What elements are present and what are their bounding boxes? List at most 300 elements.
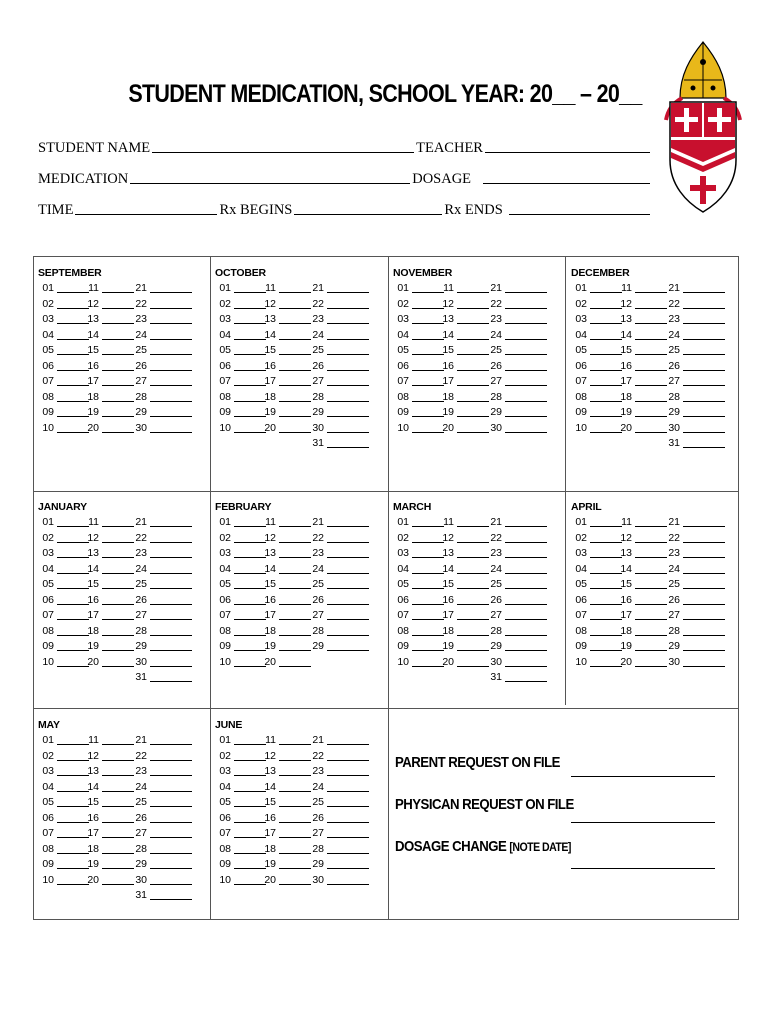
day-number: 12 <box>620 297 632 310</box>
day-entry-line[interactable] <box>102 619 134 620</box>
parent-request-field[interactable] <box>571 776 715 777</box>
dosage-change-text: DOSAGE CHANGE <box>395 838 507 855</box>
day-row <box>393 655 563 671</box>
day-entry-line[interactable] <box>102 604 134 605</box>
day-entry-line[interactable] <box>150 853 192 854</box>
day-entry-line[interactable] <box>102 666 134 667</box>
day-entry-line[interactable] <box>635 432 667 433</box>
dosage-change-field[interactable] <box>571 868 715 869</box>
day-number: 24 <box>135 328 147 341</box>
day-entry-line[interactable] <box>505 681 547 682</box>
day-entry-line[interactable] <box>279 791 311 792</box>
day-number: 28 <box>490 390 502 403</box>
day-entry-line[interactable] <box>102 837 134 838</box>
day-entry-line[interactable] <box>683 573 725 574</box>
day-number: 26 <box>668 593 680 606</box>
day-entry-line[interactable] <box>683 339 725 340</box>
day-entry-line[interactable] <box>457 339 489 340</box>
day-entry-line[interactable] <box>150 791 192 792</box>
day-entry-line[interactable] <box>150 837 192 838</box>
day-entry-line[interactable] <box>327 619 369 620</box>
day-entry-line[interactable] <box>102 822 134 823</box>
month-name: MARCH <box>393 501 432 513</box>
day-number: 08 <box>575 390 587 403</box>
day-entry-line[interactable] <box>150 635 192 636</box>
day-entry-line[interactable] <box>150 385 192 386</box>
day-entry-line[interactable] <box>150 370 192 371</box>
day-entry-line[interactable] <box>327 292 369 293</box>
day-entry-line[interactable] <box>635 604 667 605</box>
day-number: 27 <box>490 609 502 621</box>
day-number: 17 <box>87 375 99 387</box>
day-entry-line[interactable] <box>327 573 369 574</box>
day-entry-line[interactable] <box>635 588 667 589</box>
day-row <box>38 842 208 858</box>
day-number: 26 <box>312 359 324 372</box>
day-entry-line[interactable] <box>102 791 134 792</box>
day-entry-line[interactable] <box>683 416 725 417</box>
day-entry-line[interactable] <box>327 526 369 527</box>
day-number: 24 <box>135 562 147 575</box>
day-entry-line[interactable] <box>279 339 311 340</box>
day-number: 24 <box>312 780 324 793</box>
day-number: 06 <box>42 811 54 824</box>
day-entry-line[interactable] <box>279 868 311 869</box>
day-entry-line[interactable] <box>102 588 134 589</box>
day-entry-line[interactable] <box>457 292 489 293</box>
day-number: 10 <box>219 421 231 434</box>
day-entry-line[interactable] <box>102 323 134 324</box>
day-entry-line[interactable] <box>505 557 547 558</box>
day-entry-line[interactable] <box>457 666 489 667</box>
day-entry-line[interactable] <box>457 308 489 309</box>
day-entry-line[interactable] <box>327 853 369 854</box>
day-entry-line[interactable] <box>150 588 192 589</box>
day-entry-line[interactable] <box>279 619 311 620</box>
day-entry-line[interactable] <box>635 292 667 293</box>
day-entry-line[interactable] <box>683 526 725 527</box>
day-entry-line[interactable] <box>150 681 192 682</box>
time-field[interactable] <box>75 213 217 215</box>
medication-field[interactable] <box>130 182 410 184</box>
day-row <box>571 281 741 297</box>
day-entry-line[interactable] <box>102 401 134 402</box>
day-number: 09 <box>575 406 587 418</box>
day-entry-line[interactable] <box>327 557 369 558</box>
day-entry-line[interactable] <box>505 432 547 433</box>
day-number: 21 <box>312 734 324 746</box>
day-entry-line[interactable] <box>102 868 134 869</box>
day-entry-line[interactable] <box>327 588 369 589</box>
day-entry-line[interactable] <box>279 292 311 293</box>
day-entry-line[interactable] <box>102 339 134 340</box>
day-entry-line[interactable] <box>102 385 134 386</box>
day-entry-line[interactable] <box>635 542 667 543</box>
day-entry-line[interactable] <box>102 557 134 558</box>
day-entry-line[interactable] <box>683 557 725 558</box>
day-entry-line[interactable] <box>279 853 311 854</box>
day-entry-line[interactable] <box>102 370 134 371</box>
day-number: 18 <box>87 390 99 403</box>
day-entry-line[interactable] <box>150 666 192 667</box>
rx-begins-field[interactable] <box>294 213 442 215</box>
day-entry-line[interactable] <box>150 401 192 402</box>
day-entry-line[interactable] <box>150 884 192 885</box>
day-row <box>38 608 208 624</box>
day-entry-line[interactable] <box>683 432 725 433</box>
day-entry-line[interactable] <box>279 385 311 386</box>
day-entry-line[interactable] <box>150 292 192 293</box>
day-entry-line[interactable] <box>683 542 725 543</box>
day-entry-line[interactable] <box>150 526 192 527</box>
day-entry-line[interactable] <box>327 884 369 885</box>
day-entry-line[interactable] <box>150 868 192 869</box>
day-number: 13 <box>87 547 99 559</box>
day-entry-line[interactable] <box>457 542 489 543</box>
day-entry-line[interactable] <box>150 339 192 340</box>
day-entry-line[interactable] <box>279 822 311 823</box>
day-number: 08 <box>42 842 54 855</box>
teacher-field[interactable] <box>485 151 650 153</box>
day-number: 02 <box>575 297 587 310</box>
day-number: 30 <box>135 873 147 886</box>
day-entry-line[interactable] <box>150 573 192 574</box>
day-entry-line[interactable] <box>150 323 192 324</box>
day-entry-line[interactable] <box>635 354 667 355</box>
day-entry-line[interactable] <box>327 308 369 309</box>
day-entry-line[interactable] <box>457 370 489 371</box>
day-number: 21 <box>490 282 502 294</box>
day-entry-line[interactable] <box>635 635 667 636</box>
day-row <box>215 811 385 827</box>
day-entry-line[interactable] <box>327 447 369 448</box>
day-number: 04 <box>397 328 409 341</box>
day-entry-line[interactable] <box>102 635 134 636</box>
day-entry-line[interactable] <box>327 604 369 605</box>
day-entry-line[interactable] <box>457 604 489 605</box>
day-entry-line[interactable] <box>505 323 547 324</box>
day-number: 05 <box>397 344 409 356</box>
day-entry-line[interactable] <box>150 416 192 417</box>
day-entry-line[interactable] <box>457 354 489 355</box>
day-number: 13 <box>620 547 632 559</box>
day-row <box>215 577 385 593</box>
day-entry-line[interactable] <box>102 853 134 854</box>
day-entry-line[interactable] <box>457 323 489 324</box>
day-entry-line[interactable] <box>150 557 192 558</box>
day-entry-line[interactable] <box>327 385 369 386</box>
day-entry-line[interactable] <box>150 650 192 651</box>
day-number: 24 <box>668 562 680 575</box>
day-entry-line[interactable] <box>683 292 725 293</box>
day-number: 23 <box>668 313 680 325</box>
day-entry-line[interactable] <box>327 837 369 838</box>
day-entry-line[interactable] <box>457 573 489 574</box>
day-number: 28 <box>312 624 324 637</box>
day-entry-line[interactable] <box>327 822 369 823</box>
day-entry-line[interactable] <box>505 385 547 386</box>
day-row <box>38 390 208 406</box>
day-entry-line[interactable] <box>327 775 369 776</box>
day-entry-line[interactable] <box>279 542 311 543</box>
day-entry-line[interactable] <box>635 619 667 620</box>
day-number: 06 <box>42 359 54 372</box>
day-number: 25 <box>312 796 324 808</box>
day-entry-line[interactable] <box>457 526 489 527</box>
day-entry-line[interactable] <box>279 308 311 309</box>
day-number: 09 <box>219 640 231 652</box>
day-row <box>393 343 563 359</box>
day-number: 22 <box>668 531 680 544</box>
day-entry-line[interactable] <box>505 635 547 636</box>
day-entry-line[interactable] <box>683 354 725 355</box>
day-entry-line[interactable] <box>327 416 369 417</box>
day-entry-line[interactable] <box>683 323 725 324</box>
day-entry-line[interactable] <box>683 619 725 620</box>
day-entry-line[interactable] <box>327 806 369 807</box>
day-number: 19 <box>87 858 99 870</box>
day-entry-line[interactable] <box>279 666 311 667</box>
day-number: 27 <box>312 609 324 621</box>
day-entry-line[interactable] <box>457 588 489 589</box>
day-entry-line[interactable] <box>505 650 547 651</box>
day-number: 08 <box>219 842 231 855</box>
day-entry-line[interactable] <box>279 323 311 324</box>
day-entry-line[interactable] <box>505 401 547 402</box>
day-entry-line[interactable] <box>327 323 369 324</box>
day-number: 14 <box>442 328 454 341</box>
day-number: 22 <box>135 749 147 762</box>
day-entry-line[interactable] <box>505 354 547 355</box>
day-number: 22 <box>312 297 324 310</box>
day-entry-line[interactable] <box>457 635 489 636</box>
day-entry-line[interactable] <box>327 432 369 433</box>
day-entry-line[interactable] <box>683 385 725 386</box>
day-entry-line[interactable] <box>635 666 667 667</box>
day-number: 17 <box>620 375 632 387</box>
day-entry-line[interactable] <box>457 416 489 417</box>
day-entry-line[interactable] <box>102 354 134 355</box>
day-entry-line[interactable] <box>279 744 311 745</box>
day-entry-line[interactable] <box>279 588 311 589</box>
day-entry-line[interactable] <box>279 526 311 527</box>
day-entry-line[interactable] <box>327 791 369 792</box>
grid-divider <box>34 708 738 709</box>
day-number: 15 <box>264 578 276 590</box>
day-entry-line[interactable] <box>279 370 311 371</box>
day-entry-line[interactable] <box>150 822 192 823</box>
day-entry-line[interactable] <box>279 432 311 433</box>
day-entry-line[interactable] <box>327 868 369 869</box>
day-entry-line[interactable] <box>102 884 134 885</box>
day-entry-line[interactable] <box>505 542 547 543</box>
day-number: 21 <box>135 734 147 746</box>
day-entry-line[interactable] <box>635 323 667 324</box>
day-entry-line[interactable] <box>150 432 192 433</box>
day-entry-line[interactable] <box>505 526 547 527</box>
day-number: 06 <box>575 359 587 372</box>
day-entry-line[interactable] <box>279 775 311 776</box>
day-entry-line[interactable] <box>505 370 547 371</box>
day-entry-line[interactable] <box>505 308 547 309</box>
rx-ends-field[interactable] <box>509 213 650 215</box>
day-entry-line[interactable] <box>457 650 489 651</box>
day-number: 13 <box>442 313 454 325</box>
day-entry-line[interactable] <box>279 354 311 355</box>
day-entry-line[interactable] <box>327 401 369 402</box>
day-number: 02 <box>397 297 409 310</box>
day-number: 01 <box>575 516 587 528</box>
day-entry-line[interactable] <box>279 806 311 807</box>
day-entry-line[interactable] <box>279 837 311 838</box>
day-number: 18 <box>620 624 632 637</box>
day-entry-line[interactable] <box>279 650 311 651</box>
day-row <box>571 359 741 375</box>
day-entry-line[interactable] <box>102 432 134 433</box>
day-row <box>215 593 385 609</box>
day-row <box>38 593 208 609</box>
day-entry-line[interactable] <box>635 370 667 371</box>
day-entry-line[interactable] <box>457 401 489 402</box>
day-entry-line[interactable] <box>635 401 667 402</box>
day-entry-line[interactable] <box>505 588 547 589</box>
day-entry-line[interactable] <box>279 635 311 636</box>
day-row <box>393 405 563 421</box>
day-number: 30 <box>668 655 680 668</box>
day-entry-line[interactable] <box>102 760 134 761</box>
day-number: 08 <box>42 624 54 637</box>
day-entry-line[interactable] <box>102 308 134 309</box>
day-row <box>38 764 208 780</box>
day-entry-line[interactable] <box>327 354 369 355</box>
day-entry-line[interactable] <box>505 666 547 667</box>
day-entry-line[interactable] <box>505 619 547 620</box>
day-entry-line[interactable] <box>505 292 547 293</box>
day-entry-line[interactable] <box>150 354 192 355</box>
day-entry-line[interactable] <box>683 447 725 448</box>
day-entry-line[interactable] <box>102 526 134 527</box>
day-entry-line[interactable] <box>279 416 311 417</box>
day-entry-line[interactable] <box>505 339 547 340</box>
day-entry-line[interactable] <box>102 744 134 745</box>
day-entry-line[interactable] <box>635 557 667 558</box>
day-entry-line[interactable] <box>683 401 725 402</box>
day-row <box>393 608 563 624</box>
day-entry-line[interactable] <box>150 899 192 900</box>
day-entry-line[interactable] <box>150 806 192 807</box>
day-number: 26 <box>135 593 147 606</box>
day-entry-line[interactable] <box>635 526 667 527</box>
physician-request-field[interactable] <box>571 822 715 823</box>
day-entry-line[interactable] <box>150 775 192 776</box>
day-entry-line[interactable] <box>327 542 369 543</box>
day-entry-line[interactable] <box>150 760 192 761</box>
day-entry-line[interactable] <box>102 806 134 807</box>
day-number: 25 <box>312 344 324 356</box>
day-row <box>571 608 741 624</box>
day-number: 10 <box>397 655 409 668</box>
day-number: 16 <box>87 359 99 372</box>
day-entry-line[interactable] <box>635 416 667 417</box>
day-entry-line[interactable] <box>457 432 489 433</box>
dosage-field[interactable] <box>483 182 650 184</box>
month-name: MAY <box>38 719 60 731</box>
day-entry-line[interactable] <box>327 744 369 745</box>
day-entry-line[interactable] <box>457 619 489 620</box>
month-name: DECEMBER <box>571 267 630 279</box>
day-entry-line[interactable] <box>457 385 489 386</box>
day-entry-line[interactable] <box>279 573 311 574</box>
day-number: 24 <box>490 328 502 341</box>
day-entry-line[interactable] <box>150 542 192 543</box>
day-entry-line[interactable] <box>327 339 369 340</box>
month-name: SEPTEMBER <box>38 267 102 279</box>
day-number: 13 <box>264 313 276 325</box>
day-entry-line[interactable] <box>327 650 369 651</box>
day-entry-line[interactable] <box>102 573 134 574</box>
day-entry-line[interactable] <box>635 308 667 309</box>
day-entry-line[interactable] <box>683 635 725 636</box>
day-entry-line[interactable] <box>279 884 311 885</box>
day-entry-line[interactable] <box>683 604 725 605</box>
day-row <box>393 577 563 593</box>
day-entry-line[interactable] <box>150 619 192 620</box>
day-row <box>571 655 741 671</box>
day-entry-line[interactable] <box>279 557 311 558</box>
student-name-field[interactable] <box>152 151 414 153</box>
day-row <box>571 374 741 390</box>
day-entry-line[interactable] <box>505 416 547 417</box>
day-entry-line[interactable] <box>279 401 311 402</box>
day-entry-line[interactable] <box>505 573 547 574</box>
day-entry-line[interactable] <box>635 573 667 574</box>
day-entry-line[interactable] <box>683 650 725 651</box>
day-number: 15 <box>442 344 454 356</box>
day-entry-line[interactable] <box>279 760 311 761</box>
student-teacher-row <box>38 136 652 156</box>
day-entry-line[interactable] <box>635 385 667 386</box>
day-entry-line[interactable] <box>102 416 134 417</box>
day-entry-line[interactable] <box>683 308 725 309</box>
day-row <box>38 655 208 671</box>
day-entry-line[interactable] <box>635 339 667 340</box>
day-entry-line[interactable] <box>327 760 369 761</box>
day-row <box>38 639 208 655</box>
day-entry-line[interactable] <box>327 370 369 371</box>
day-number: 05 <box>575 578 587 590</box>
day-entry-line[interactable] <box>102 292 134 293</box>
day-entry-line[interactable] <box>505 604 547 605</box>
day-entry-line[interactable] <box>683 370 725 371</box>
day-entry-line[interactable] <box>150 744 192 745</box>
day-entry-line[interactable] <box>327 635 369 636</box>
day-entry-line[interactable] <box>102 542 134 543</box>
day-entry-line[interactable] <box>635 650 667 651</box>
day-entry-line[interactable] <box>102 775 134 776</box>
day-entry-line[interactable] <box>150 308 192 309</box>
day-number: 29 <box>135 640 147 652</box>
day-entry-line[interactable] <box>683 588 725 589</box>
day-number: 14 <box>87 328 99 341</box>
day-entry-line[interactable] <box>683 666 725 667</box>
day-row <box>38 624 208 640</box>
day-entry-line[interactable] <box>457 557 489 558</box>
day-entry-line[interactable] <box>279 604 311 605</box>
day-number: 07 <box>575 375 587 387</box>
day-entry-line[interactable] <box>102 650 134 651</box>
day-row <box>38 297 208 313</box>
day-entry-line[interactable] <box>150 604 192 605</box>
